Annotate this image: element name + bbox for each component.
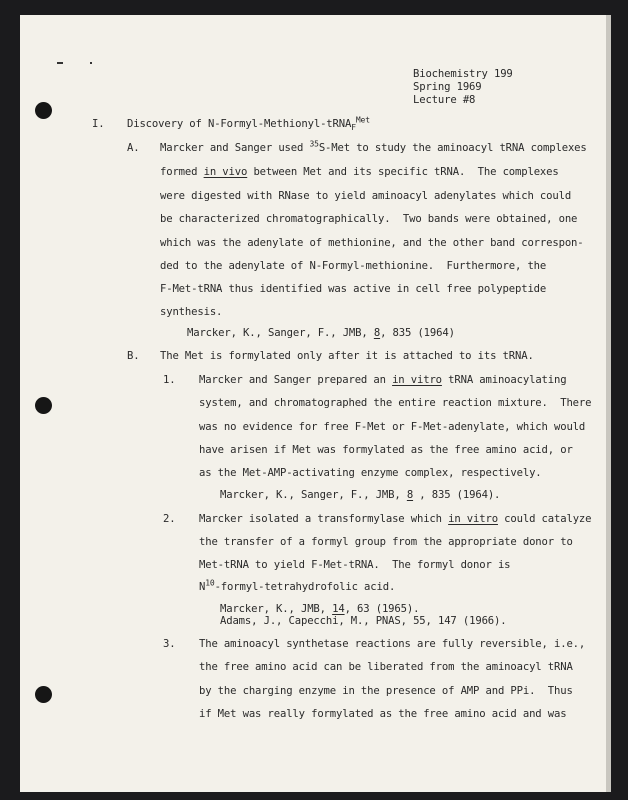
section-i-number: I. — [92, 118, 105, 130]
item-a-line-4: be characterized chromatographically. Two bands were obtained, one — [160, 213, 578, 225]
item-a-reference: Marcker, K., Sanger, F., JMB, 8, 835 (1964) — [187, 327, 455, 339]
item-b2-line-4: $N^{10}-formyl$-tetrahydrofolic acid. — [199, 578, 396, 593]
stray-dot — [90, 62, 92, 64]
item-b1-line-4: have arisen if Met was formylated as the free amino acid, or — [199, 444, 573, 456]
section-i-title: Discovery of N-Formyl-Methionyl-tRNA$_F^{Met}$ — [127, 115, 370, 133]
item-a-line-8: synthesis. — [160, 306, 223, 318]
item-a-line-2: formed in vivo between Met and its specific tRNA. The complexes — [160, 166, 559, 178]
item-b1-line-2: system, and chromatographed the entire reaction mixture. There — [199, 397, 592, 409]
header-course: Biochemistry 199 — [413, 68, 513, 80]
item-a-label: A. — [127, 142, 140, 154]
item-a-line-5: which was the adenylate of methionine, and the other band correspon- — [160, 237, 584, 249]
item-b2-reference-2: Adams, J., Capecchi, M., PNAS, 55, 147 (1966). — [220, 615, 507, 627]
item-a-line-7: F-Met-tRNA thus identified was active in cell free polypeptide — [160, 283, 547, 295]
item-b1-line-1: Marcker and Sanger prepared an in vitro tRNA aminoacylating — [199, 374, 567, 386]
punch-hole-middle — [35, 397, 52, 414]
item-b2-reference-1: Marcker, K., JMB, 14, 63 (1965). — [220, 603, 420, 615]
item-b3-number: 3. — [163, 638, 176, 650]
item-b-text: The Met is formylated only after it is attached to its tRNA. — [160, 350, 534, 362]
item-b3-line-1: The aminoacyl synthetase reactions are fully reversible, i.e., — [199, 638, 586, 650]
item-b3-line-4: if Met was really formylated as the free amino acid and was — [199, 708, 567, 720]
item-b2-number: 2. — [163, 513, 176, 525]
page-edge — [606, 15, 611, 792]
item-b1-line-5: as the Met-AMP-activating enzyme complex, respectively. — [199, 467, 542, 479]
item-a-line-6: ded to the adenylate of N-Formyl-methionine. Furthermore, the — [160, 260, 547, 272]
item-b-label: B. — [127, 350, 140, 362]
item-b1-line-3: was no evidence for free F-Met or F-Met-adenylate, which would — [199, 421, 586, 433]
stray-mark — [57, 62, 63, 64]
item-b3-line-3: by the charging enzyme in the presence of AMP and PPi. Thus — [199, 685, 573, 697]
item-b2-line-1: Marcker isolated a transformylase which in vitro could catalyze — [199, 513, 592, 525]
item-b1-number: 1. — [163, 374, 176, 386]
item-b3-line-2: the free amino acid can be liberated from the aminoacyl tRNA — [199, 661, 573, 673]
punch-hole-top — [35, 102, 52, 119]
header-lecture: Lecture #8 — [413, 94, 476, 106]
item-b2-line-2: the transfer of a formyl group from the appropriate donor to — [199, 536, 573, 548]
item-b2-line-3: Met-tRNA to yield F-Met-tRNA. The formyl donor is — [199, 559, 511, 571]
item-b1-reference: Marcker, K., Sanger, F., JMB, 8 , 835 (1964). — [220, 489, 501, 501]
item-a-line-1: Marcker and Sanger used $^{35}$S-Met to study the aminoacyl tRNA complexes — [160, 139, 587, 154]
item-a-line-3: were digested with RNase to yield aminoacyl adenylates which could — [160, 190, 572, 202]
punch-hole-bottom — [35, 686, 52, 703]
header-term: Spring 1969 — [413, 81, 482, 93]
